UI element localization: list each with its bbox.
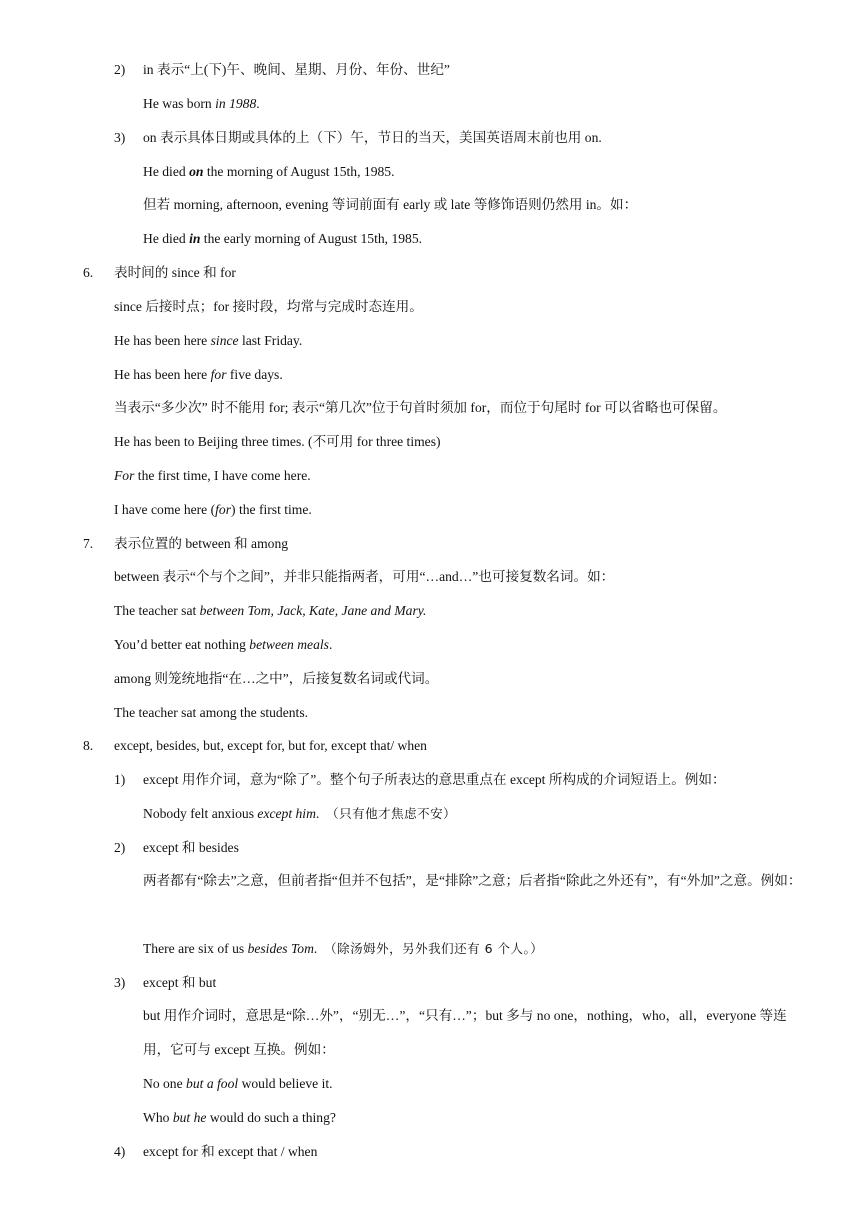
example-sentence: Nobody felt anxious except him. （只有他才焦虑不安） — [143, 806, 457, 821]
rule-text: in 表示“上(下)午、晚间、星期、月份、年份、世纪” — [143, 62, 450, 77]
section-title: except, besides, but, except for, but for, except that/ when — [114, 738, 427, 753]
example-sentence: He has been to Beijing three times. (不可用 for three times) — [114, 434, 441, 449]
example-sentence: You’d better eat nothing between meals. — [114, 637, 333, 652]
list-number: 2) — [114, 840, 126, 855]
rule-text: on 表示具体日期或具体的上（下）午，节日的当天，美国英语周末前也用 on. — [143, 130, 602, 145]
example-sentence: He was born in 1988. — [143, 96, 260, 111]
example-sentence: The teacher sat between Tom, Jack, Kate, Jane and Mary. — [114, 603, 427, 618]
list-number: 4) — [114, 1144, 126, 1159]
subsection-title: except for 和 except that / when — [143, 1144, 318, 1159]
example-sentence: He has been here since last Friday. — [114, 333, 303, 348]
section-number: 6. — [83, 265, 94, 280]
subsection-title: except 和 besides — [143, 840, 239, 855]
rule-text: between 表示“个与个之间”，并非只能指两者，可用“…and…”也可接复数名词。如： — [114, 569, 615, 584]
example-sentence: There are six of us besides Tom. （除汤姆外，另外我们还有 6 个人。） — [143, 941, 544, 956]
rule-text: among 则笼统地指“在…之中”，后接复数名词或代词。 — [114, 671, 439, 686]
list-number: 3) — [114, 975, 126, 990]
section-title: 表示位置的 between 和 among — [114, 536, 289, 551]
list-number: 1) — [114, 772, 126, 787]
example-sentence: I have come here (for) the first time. — [114, 502, 312, 517]
rule-text: but 用作介词时，意思是“除…外”，“别无…”，“只有…”；but 多与 no one，nothing，who，all，everyone 等连用，它可与 except 互换。例如： — [143, 1008, 787, 1057]
section-number: 8. — [83, 738, 94, 753]
subsection-title: except 和 but — [143, 975, 217, 990]
example-sentence: He has been here for five days. — [114, 367, 283, 382]
example-sentence: No one but a fool would believe it. — [143, 1076, 333, 1091]
example-sentence: He died in the early morning of August 15th, 1985. — [143, 231, 423, 246]
rule-text: since 后接时点；for 接时段，均常与完成时态连用。 — [114, 299, 423, 314]
rule-text: except 用作介词，意为“除了”。整个句子所表达的意思重点在 except 所构成的介词短语上。例如： — [143, 772, 726, 787]
rule-note: 但若 morning, afternoon, evening 等词前面有 early 或 late 等修饰语则仍然用 in。如： — [143, 197, 638, 212]
example-sentence: He died on the morning of August 15th, 1985. — [143, 164, 395, 179]
list-number: 3) — [114, 130, 126, 145]
section-title: 表时间的 since 和 for — [114, 265, 236, 280]
example-sentence: Who but he would do such a thing? — [143, 1110, 336, 1125]
example-sentence: For the first time, I have come here. — [114, 468, 311, 483]
section-number: 7. — [83, 536, 94, 551]
example-sentence: The teacher sat among the students. — [114, 705, 309, 720]
rule-text: 当表示“多少次” 时不能用 for; 表示“第几次”位于句首时须加 for，而位于句尾时 for 可以省略也可保留。 — [114, 400, 727, 415]
list-number: 2) — [114, 62, 126, 77]
rule-text: 两者都有“除去”之意，但前者指“但并不包括”，是“排除”之意；后者指“除此之外还有”，有“外加”之意。例如： — [143, 873, 802, 888]
